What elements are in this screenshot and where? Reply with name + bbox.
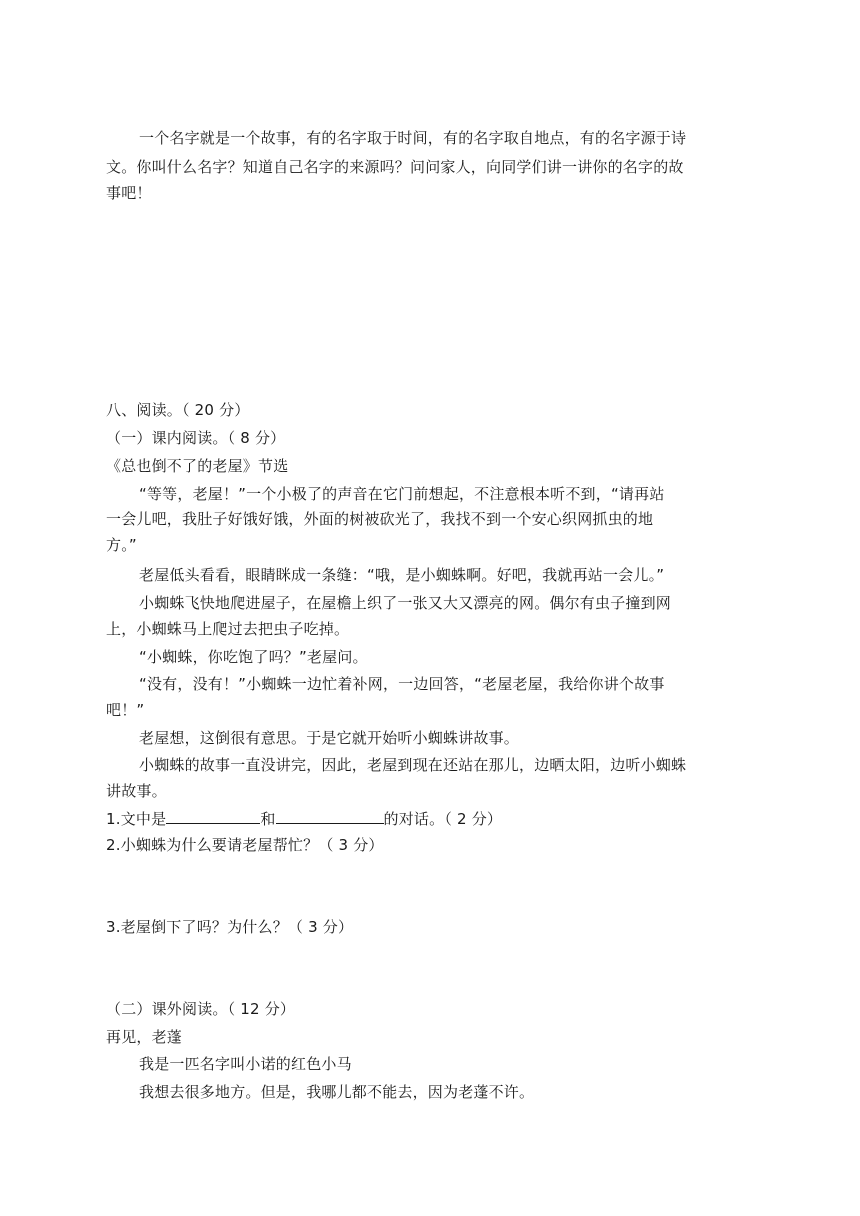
part-heading: （二）课外阅读。（ 12 分） (106, 1000, 296, 1018)
passage-line: 讲故事。 (106, 782, 167, 800)
answer-blank-1[interactable] (166, 805, 260, 824)
passage-line: 老屋低头看看，眼睛眯成一条缝：“哦，是小蜘蛛啊。好吧，我就再站一会儿。” (139, 566, 665, 584)
passage-line: 上，小蜘蛛马上爬过去把虫子吃掉。 (106, 620, 350, 638)
part-heading: （一）课内阅读。（ 8 分） (106, 429, 286, 447)
passage-line: 我想去很多地方。但是，我哪儿都不能去，因为老蓬不许。 (139, 1083, 535, 1101)
passage-line: 小蜘蛛的故事一直没讲完，因此，老屋到现在还站在那儿，边晒太阳，边听小蜘蛛 (139, 756, 687, 774)
question-1-middle: 和 (260, 810, 276, 828)
passage-line: “等等，老屋！”一个小极了的声音在它门前想起，不注意根本听不到，“请再站 (139, 485, 665, 503)
question-1-prefix: 1.文中是 (106, 810, 167, 828)
question-2: 2.小蜘蛛为什么要请老屋帮忙？（ 3 分） (106, 836, 384, 854)
question-1-suffix: 的对话。（ 2 分） (383, 810, 503, 828)
answer-blank-2[interactable] (276, 805, 384, 824)
intro-line: 文。你叫什么名字？知道自己名字的来源吗？问问家人，向同学们讲一讲你的名字的故 (106, 158, 684, 176)
intro-line: 事吧！ (106, 184, 152, 202)
intro-line: 一个名字就是一个故事，有的名字取于时间，有的名字取自地点，有的名字源于诗 (139, 129, 687, 147)
passage-line: “小蜘蛛，你吃饱了吗？”老屋问。 (139, 648, 368, 666)
passage-line: 老屋想，这倒很有意思。于是它就开始听小蜘蛛讲故事。 (139, 729, 520, 747)
passage-title: 再见，老蓬 (106, 1028, 183, 1046)
passage-line: 我是一匹名字叫小诺的红色小马 (139, 1055, 352, 1073)
question-3: 3.老屋倒下了吗？为什么？（ 3 分） (106, 918, 354, 936)
passage-line: 方。” (106, 536, 137, 554)
passage-title: 《总也倒不了的老屋》节选 (106, 457, 289, 475)
passage-line: “没有，没有！”小蜘蛛一边忙着补网，一边回答，“老屋老屋，我给你讲个故事 (139, 675, 665, 693)
passage-line: 小蜘蛛飞快地爬进屋子，在屋檐上织了一张又大又漂亮的网。偶尔有虫子撞到网 (139, 594, 672, 612)
passage-line: 吧！” (106, 701, 145, 719)
passage-line: 一会儿吧，我肚子好饿好饿，外面的树被砍光了，我找不到一个安心织网抓虫的地 (106, 510, 654, 528)
section-heading: 八、阅读。（ 20 分） (106, 401, 250, 419)
question-1 (106, 805, 756, 832)
